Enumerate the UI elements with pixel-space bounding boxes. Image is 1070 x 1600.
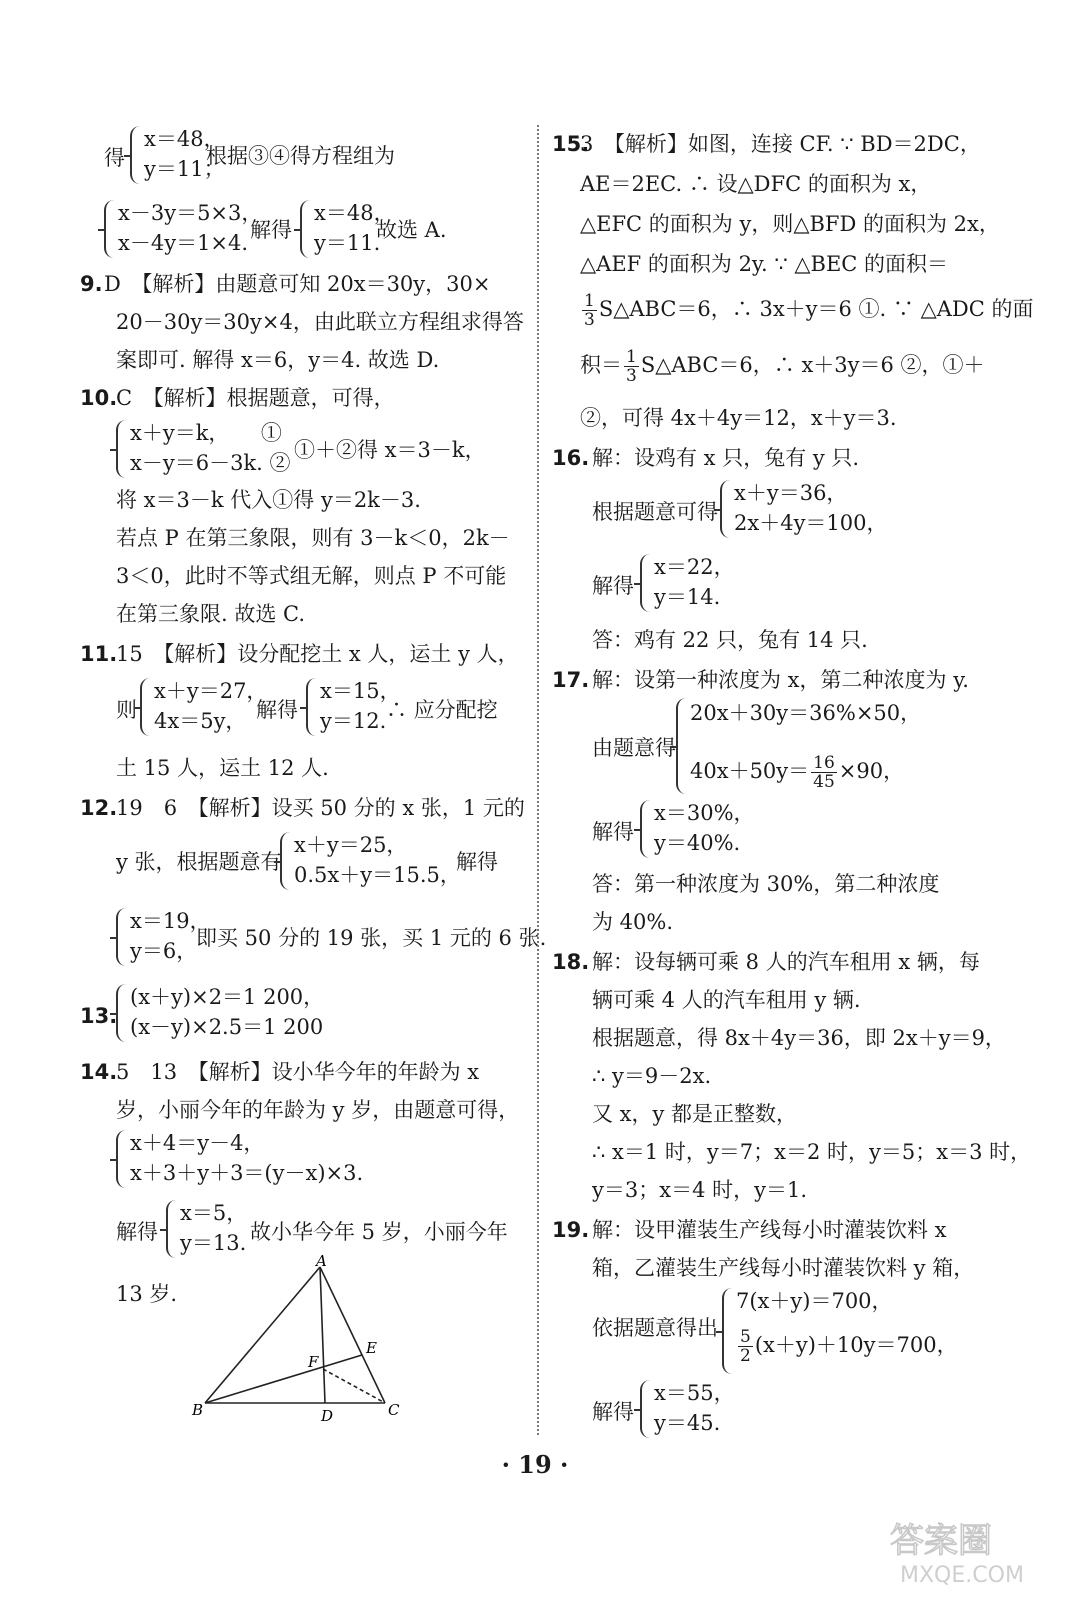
text: 案即可. 解得 x＝6，y＝4. 故选 D. (116, 348, 440, 372)
equation-with-fraction: $\frac{5}{2}$ (x＋y)＋10y＝700， (740, 1327, 958, 1366)
text: 答：鸡有 22 只，兔有 14 只. (592, 628, 868, 652)
text: 解：设每辆可乘 8 人的汽车租用 x 辆，每 (592, 950, 980, 974)
question-number: 17. (552, 668, 590, 692)
text: 解得 (592, 1400, 634, 1424)
text: 由题意得 (592, 736, 676, 760)
question-number: 16. (552, 446, 590, 470)
equation-system: x＝22， y＝14. (640, 554, 720, 612)
text: ∴ x＝1 时，y＝7；x＝2 时，y＝5；x＝3 时， (592, 1140, 1032, 1164)
text: ∴ 应分配挖 (386, 698, 498, 722)
text: 20－30y＝30y×4，由此联立方程组求得答 (116, 310, 524, 334)
text: 3 【解析】如图，连接 CF. ∵ BD＝2DC， (580, 132, 981, 156)
edge-ac (320, 1267, 385, 1403)
text: 若点 P 在第三象限，则有 3－k＜0，2k－ (116, 526, 510, 550)
question-number: 10. (80, 386, 118, 410)
question-number: 14. (80, 1060, 118, 1084)
watermark-logo (880, 1510, 1060, 1590)
equation-system: x＋y＝36， 2x＋4y＝100， (720, 480, 870, 538)
text: 即买 50 分的 19 张，买 1 元的 6 张. (196, 926, 547, 950)
equation-system: x＋4＝y－4， x＋3＋y＋3＝(y－x)×3. (116, 1130, 376, 1188)
equation-system: x＝30%， y＝40%. (640, 800, 740, 858)
equation-system: x＝5， y＝13. (166, 1200, 246, 1258)
question-number: 15. (552, 132, 590, 156)
equation-system: x＝19， y＝6， (116, 908, 196, 966)
segment-cf (323, 1369, 385, 1403)
text: 将 x＝3－k 代入①得 y＝2k－3. (116, 488, 421, 512)
text-with-fraction: $\frac{1}{3}$ S△ABC＝6，∴ 3x＋y＝6 ①. ∵ △ADC 的面 (584, 291, 1034, 330)
text: D 【解析】由题意可知 20x＝30y，30× (104, 272, 491, 296)
text: C 【解析】根据题意，可得， (116, 386, 395, 410)
equation-system: x－3y＝5×3， x－4y＝1×4. (104, 200, 254, 258)
svg-text:MXQE.COM: MXQE.COM (900, 1563, 1024, 1588)
fraction: $\frac{1}{3}$ (626, 347, 637, 386)
equation-system: x＋y＝25， 0.5x＋y＝15.5， (280, 832, 440, 890)
triangle-diagram (190, 1255, 420, 1425)
text: 依据题意得出 (592, 1316, 718, 1340)
text: 解得 (256, 698, 298, 722)
column-divider (537, 125, 539, 1435)
label-b: B (192, 1401, 204, 1419)
text: 则 (116, 698, 137, 722)
equation-system: x＋y＝27， 4x＝5y， (140, 678, 250, 736)
edge-ab (205, 1267, 320, 1403)
equation-system: x＋y＝k， ① x－y＝6－3k. ② (116, 420, 296, 478)
label-a: A (316, 1255, 327, 1270)
fraction: $\frac{5}{2}$ (740, 1327, 751, 1366)
equation-system: x＝15， y＝12. (306, 678, 396, 736)
text: 根据③④得方程组为 (206, 144, 395, 168)
text: 故选 A. (376, 218, 447, 242)
question-number: 18. (552, 950, 590, 974)
text: △EFC 的面积为 y，则△BFD 的面积为 2x， (580, 212, 1000, 236)
fraction: $\frac{1}{3}$ (584, 291, 595, 330)
label-f: F (308, 1353, 319, 1371)
question-number: 19. (552, 1218, 590, 1242)
text: ∴ y＝9－2x. (592, 1064, 712, 1088)
text: 3＜0，此时不等式组无解，则点 P 不可能 (116, 564, 507, 588)
text: 解得 (116, 1220, 158, 1244)
question-number: 9. (80, 272, 103, 296)
text: 解：设甲灌装生产线每小时灌装饮料 x (592, 1218, 947, 1242)
svg-text:答案圈: 答案圈 (890, 1521, 992, 1561)
text: 19 6 【解析】设买 50 分的 x 张，1 元的 (116, 796, 525, 820)
question-number: 13. (80, 1004, 118, 1028)
question-number: 12. (80, 796, 118, 820)
text: y＝3；x＝4 时，y＝1. (592, 1178, 808, 1202)
text: 根据题意，得 8x＋4y＝36，即 2x＋y＝9， (592, 1026, 1006, 1050)
text: 又 x，y 都是正整数， (592, 1102, 798, 1126)
text: 解得 (592, 574, 634, 598)
text: 岁，小丽今年的年龄为 y 岁，由题意可得， (116, 1098, 520, 1122)
equation-system: (x＋y)×2＝1 200， (x－y)×2.5＝1 200 (116, 984, 336, 1042)
text: y 张，根据题意有 (116, 850, 282, 874)
text: 辆可乘 4 人的汽车租用 y 辆. (592, 988, 861, 1012)
fraction: $\frac{16}{45}$ (813, 753, 835, 792)
text: 解得 (250, 218, 292, 242)
text: 答：第一种浓度为 30%，第二种浓度 (592, 872, 940, 896)
text: 土 15 人，运土 12 人. (116, 756, 329, 780)
text: 解：设第一种浓度为 x，第二种浓度为 y. (592, 668, 969, 692)
segment-ad (320, 1267, 325, 1403)
label-d: D (321, 1407, 334, 1425)
text: 13 岁. (116, 1282, 178, 1306)
equation-system: 7(x＋y)＝700， $\frac{5}{2}$ (x＋y)＋10y＝700， (722, 1288, 952, 1374)
text: 解得 (592, 820, 634, 844)
equation-with-fraction: 40x＋50y＝ $\frac{16}{45}$ ×90， (690, 753, 905, 792)
equation-system: x＝48， y＝11； (130, 126, 240, 184)
label-e: E (366, 1339, 377, 1357)
question-number: 11. (80, 642, 118, 666)
segment-be (205, 1355, 362, 1403)
text: 得 (104, 146, 125, 170)
equation-system: x＝55， y＝45. (640, 1380, 720, 1438)
text: 解得 (456, 850, 498, 874)
text: 解：设鸡有 x 只，兔有 y 只. (592, 446, 860, 470)
label-c: C (388, 1401, 400, 1419)
equation-system: x＝48， y＝11. (300, 200, 390, 258)
text: 15 【解析】设分配挖土 x 人，运土 y 人， (116, 642, 519, 666)
text: 在第三象限. 故选 C. (116, 602, 306, 626)
text: 根据题意可得 (592, 500, 718, 524)
equation-system: 20x＋30y＝36%×50， 40x＋50y＝ $\frac{16}{45}$ ×90， (676, 698, 916, 794)
text: AE＝2EC. ∴ 设△DFC 的面积为 x， (580, 172, 932, 196)
text: 箱，乙灌装生产线每小时灌装饮料 y 箱， (592, 1256, 975, 1280)
text: ②，可得 4x＋4y＝12，x＋y＝3. (580, 406, 897, 430)
text: △AEF 的面积为 2y. ∵ △BEC 的面积＝ (580, 252, 949, 276)
page-number: · 19 · (501, 1450, 569, 1479)
text: 为 40%. (592, 910, 674, 934)
text: 故小华今年 5 岁，小丽今年 (250, 1220, 508, 1244)
text-with-fraction: 积＝ $\frac{1}{3}$ S△ABC＝6，∴ x＋3y＝6 ②，①＋ (580, 347, 985, 386)
text: 5 13 【解析】设小华今年的年龄为 x (116, 1060, 480, 1084)
text: ①＋②得 x＝3－k， (294, 438, 486, 462)
